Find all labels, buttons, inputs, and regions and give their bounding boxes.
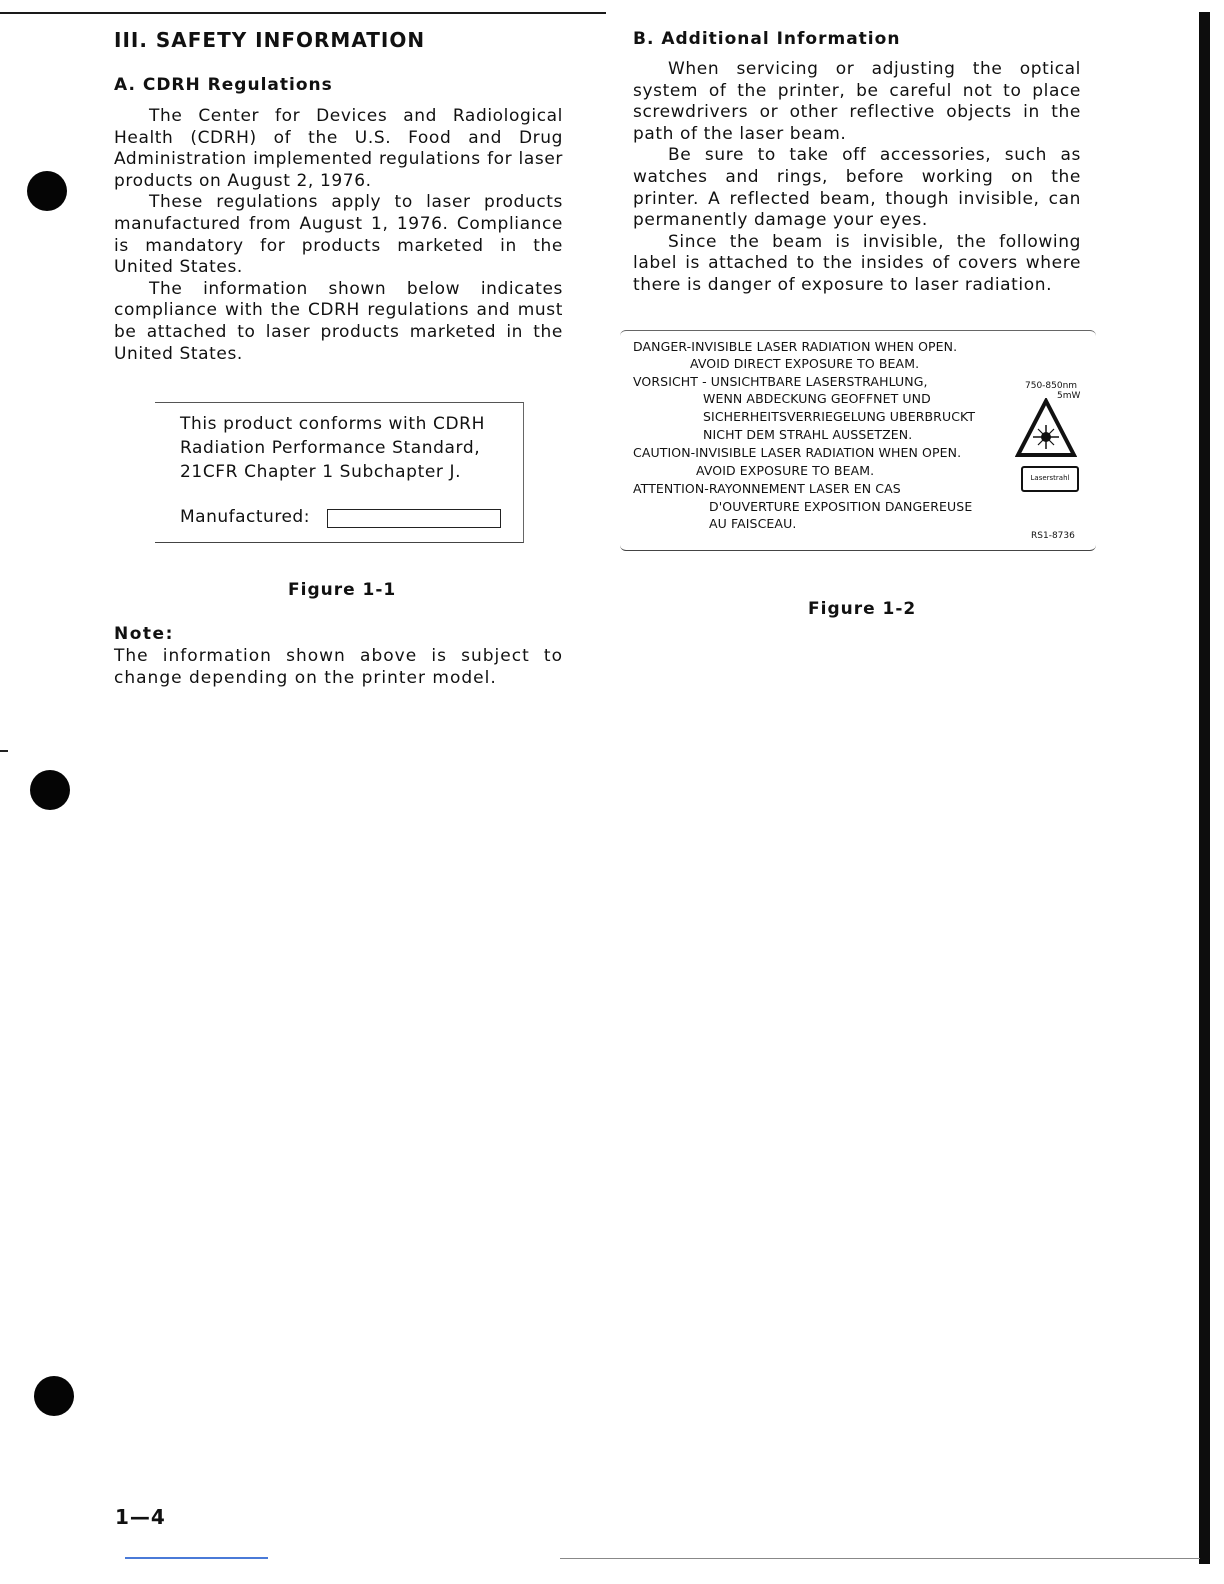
section-b-heading: B. Additional Information [633,29,901,49]
cdrh-line: This product conforms with CDRH [180,414,485,434]
binder-hole-2 [30,770,70,810]
laserstrahl-badge: Laserstrahl [1021,466,1079,492]
page-edge-bar [1199,12,1210,1564]
label-line: VORSICHT - UNSICHTBARE LASERSTRAHLUNG, [633,374,928,389]
paragraph: These regulations apply to laser products manufactured from August 1, 1976. Compliance is mandatory for products marketed in the United States. [114,192,563,278]
wavelength-text: 750-850nm [1025,381,1078,391]
manufactured-date-field [327,509,501,528]
page-number: 1—4 [115,1505,166,1529]
label-line: AVOID EXPOSURE TO BEAM. [696,463,875,478]
binder-hole-1 [27,171,67,211]
paragraph: The information shown below indicates compliance with the CDRH regulations and must be attached to laser products marketed in the United States. [114,278,563,364]
section-a-heading: A. CDRH Regulations [114,75,333,95]
section-a-body [114,106,563,365]
section-b-body [633,59,1081,297]
cdrh-label-text [180,412,510,484]
note-text: The information shown above is subject to change depending on the printer model. [114,646,563,688]
paragraph: Since the beam is invisible, the following label is attached to the insides of covers where there is danger of exposure to laser radiation. [633,231,1081,295]
figure-1-1-caption: Figure 1-1 [288,580,397,600]
bottom-rule [560,1558,1200,1559]
label-line: NICHT DEM STRAHL AUSSETZEN. [703,427,913,442]
cdrh-line: 21CFR Chapter 1 Subchapter J. [180,462,462,482]
section-title: III. SAFETY INFORMATION [114,28,426,52]
part-number: RS1-8736 [1031,531,1075,541]
label-line: ATTENTION-RAYONNEMENT LASER EN CAS [633,481,901,496]
label-line: CAUTION-INVISIBLE LASER RADIATION WHEN OPEN. [633,445,962,460]
label-line: AU FAISCEAU. [709,516,797,531]
margin-dash [0,750,8,752]
label-line: SICHERHEITSVERRIEGELUNG UBERBRUCKT [703,409,976,424]
cdrh-line: Radiation Performance Standard, [180,438,481,458]
label-line: DANGER-INVISIBLE LASER RADIATION WHEN OPEN. [633,339,958,354]
paragraph: When servicing or adjusting the optical system of the printer, be careful not to place screwdrivers or other reflective objects in the path of the laser beam. [633,59,1081,144]
label-line: WENN ABDECKUNG GEOFFNET UND [703,391,931,406]
paragraph: The Center for Devices and Radiological Health (CDRH) of the U.S. Food and Drug Administration implemented regulations for laser products on August 2, 1976. [114,106,563,191]
power-text: 5mW [1057,391,1081,401]
bottom-link-mark [125,1557,268,1559]
note-heading: Note: [114,624,174,644]
binder-hole-3 [34,1376,74,1416]
manufactured-label: Manufactured: [180,507,310,527]
laser-hazard-icon [1015,398,1077,458]
label-line: D'OUVERTURE EXPOSITION DANGEREUSE [709,499,973,514]
figure-1-2-caption: Figure 1-2 [808,599,917,619]
label-line: AVOID DIRECT EXPOSURE TO BEAM. [690,356,920,371]
top-rule [0,12,606,14]
paragraph: Be sure to take off accessories, such as watches and rings, before working on the printer. A reflected beam, though invisible, can permanently damage your eyes. [633,145,1081,231]
